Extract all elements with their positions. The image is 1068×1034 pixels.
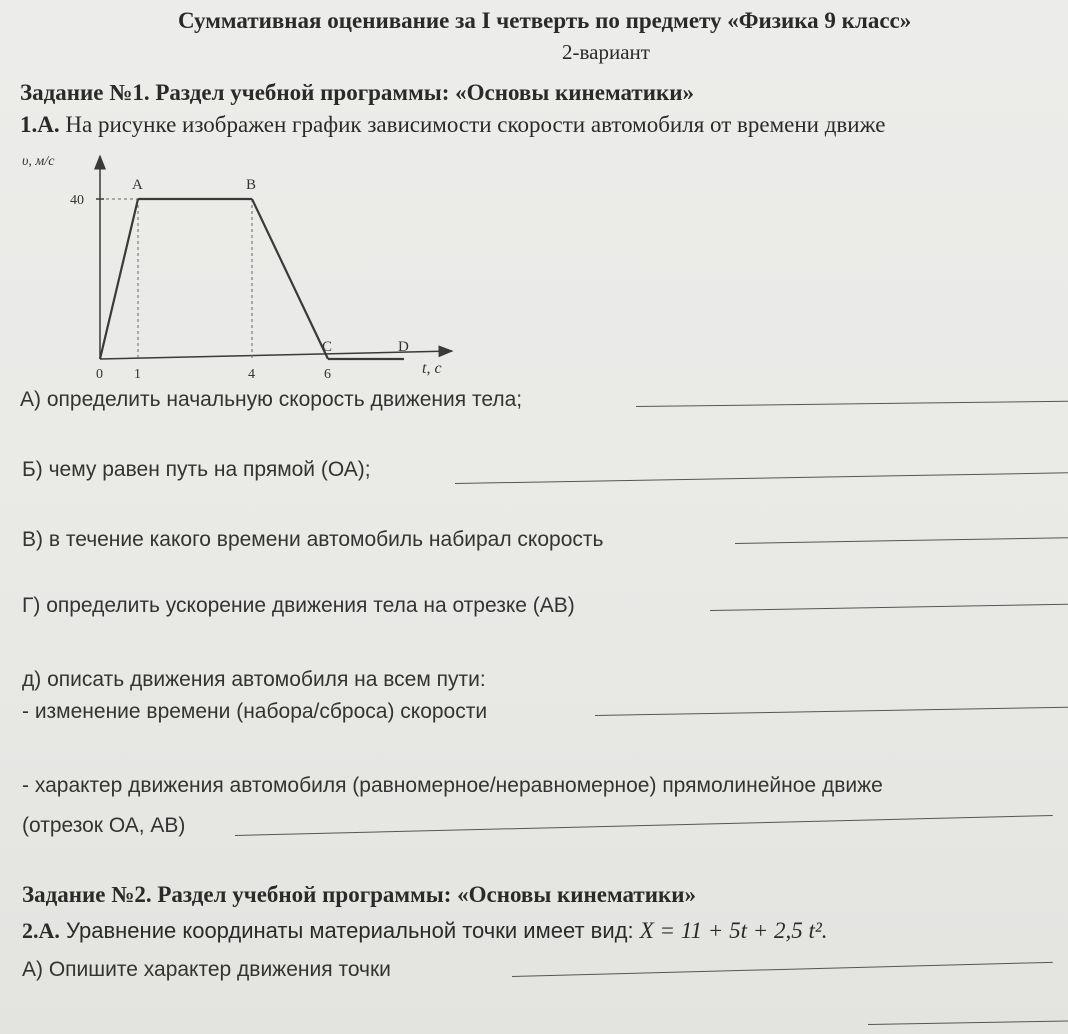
- x-tick-label: 0: [96, 367, 103, 382]
- task1-prompt: [20, 112, 885, 138]
- page-title: Суммативная оценивание за I четверть по предмету «Физика 9 класс»: [178, 8, 912, 33]
- series-segment: [252, 199, 328, 359]
- question-d-segments: (отрезок ОА, АВ): [22, 814, 186, 837]
- question-d-time-change: - изменение времени (набора/сброса) скорости: [22, 700, 488, 723]
- question-v: В) в течение какого времени автомобиль набирал скорость: [22, 528, 604, 551]
- x-tick-label: 6: [324, 367, 331, 382]
- point-label-c: C: [322, 339, 333, 355]
- answer-line-task2-a[interactable]: [512, 962, 1053, 977]
- answer-line-b[interactable]: [455, 472, 1068, 484]
- question-d-motion-character: - характер движения автомобиля (равномерное/неравномерное) прямолинейное движе: [22, 774, 883, 797]
- chart-marks: [70, 177, 409, 382]
- answer-line-g[interactable]: [710, 604, 1068, 611]
- point-label-a: A: [132, 177, 143, 193]
- variant-label: 2-вариант: [562, 40, 650, 64]
- series-segment: [100, 199, 138, 359]
- task2-question-a: А) Опишите характер движения точки: [22, 958, 391, 981]
- answer-line-a[interactable]: [636, 401, 1068, 407]
- question-b: Б) чему равен путь на прямой (ОА);: [22, 458, 371, 481]
- task2-heading: Задание №2. Раздел учебной программы: «Основы кинематики»: [22, 882, 696, 907]
- question-a: А) определить начальную скорость движения тела;: [20, 388, 523, 411]
- y-tick-label: 40: [70, 193, 84, 208]
- question-d-title: д) описать движения автомобиля на всем пути:: [22, 668, 486, 691]
- y-axis-label: υ, м/с: [22, 154, 55, 169]
- question-g: Г) определить ускорение движения тела на отрезке (АВ): [22, 594, 575, 617]
- x-tick-label: 4: [248, 367, 255, 382]
- point-label-d: D: [398, 339, 409, 355]
- point-label-b: B: [246, 177, 257, 193]
- answer-line-d1[interactable]: [595, 707, 1068, 716]
- task2-prompt: [22, 918, 828, 944]
- answer-line-d2[interactable]: [235, 815, 1053, 836]
- x-axis-label: t, с: [422, 360, 442, 377]
- x-tick-label: 1: [134, 367, 141, 382]
- task2-number: 2.А.: [22, 918, 60, 943]
- answer-line-v[interactable]: [735, 537, 1068, 544]
- task2-prompt-text: Уравнение координаты материальной точки имеет вид:: [66, 918, 634, 943]
- task1-prompt-text: На рисунке изображен график зависимости скорости автомобиля от времени движе: [65, 112, 886, 137]
- task2-equation: X = 11 + 5t + 2,5 t².: [639, 918, 828, 943]
- task1-number: 1.А.: [20, 112, 60, 137]
- velocity-time-graph: [20, 148, 470, 383]
- answer-line-extra[interactable]: [868, 1021, 1068, 1025]
- task1-heading: Задание №1. Раздел учебной программы: «Основы кинематики»: [20, 80, 694, 105]
